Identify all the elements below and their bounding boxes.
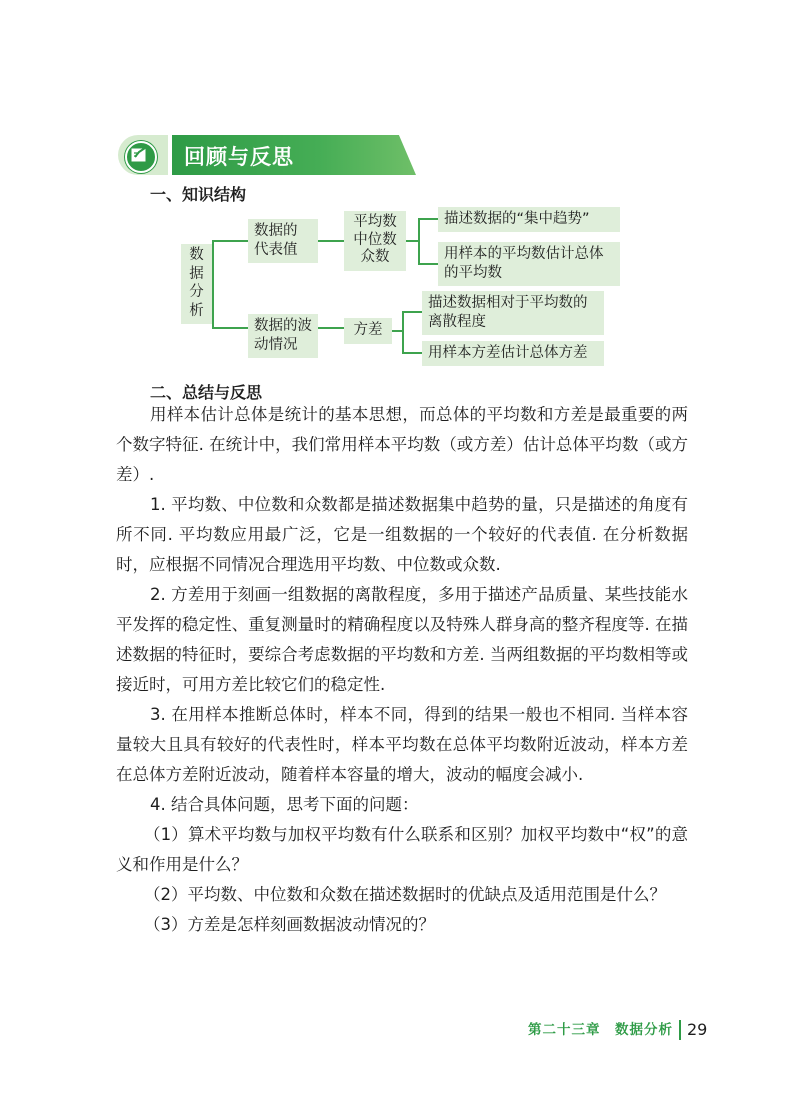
connector-pzm-desc bbox=[418, 218, 438, 220]
node-mean-median-mode: 平均数 中位数 众数 bbox=[344, 211, 406, 271]
page-number: 29 bbox=[687, 1020, 708, 1039]
question-3: （3）方差是怎样刻画数据波动情况的？ bbox=[144, 915, 435, 934]
paragraph-point-3: 3. 在用样本推断总体时，样本不同，得到的结果一般也不相同. 当样本容量较大且具有较好的代表性时，样本平均数在总体平均数附近波动，样本方差在总体方差附近波动，随着样本容量的增大，波动的幅度会减小. bbox=[116, 705, 688, 784]
chapter-label: 第二十三章 数据分析 bbox=[528, 1022, 673, 1038]
node-representative-value: 数据的 代表值 bbox=[248, 219, 318, 263]
node-data-fluctuation: 数据的波 动情况 bbox=[248, 314, 318, 358]
question-1: （1）算术平均数与加权平均数有什么联系和区别？加权平均数中“权”的意义和作用是什么？ bbox=[116, 825, 688, 874]
node-variance: 方差 bbox=[344, 318, 392, 344]
node-estimate-mean: 用样本的平均数估计总体 的平均数 bbox=[438, 242, 620, 286]
footer-divider bbox=[679, 1020, 681, 1040]
node-describe-dispersion: 描述数据相对于平均数的 离散程度 bbox=[422, 291, 604, 335]
connector-pzm-est bbox=[418, 263, 438, 265]
knowledge-diagram bbox=[0, 0, 800, 400]
node-estimate-variance: 用样本方差估计总体方差 bbox=[422, 341, 604, 366]
paragraph-point-2: 2. 方差用于刻画一组数据的离散程度，多用于描述产品质量、某些技能水平发挥的稳定性、重复测量时的精确程度以及特殊人群身高的整齐程度等. 在描述数据的特征时，要综合考虑数据的平均数和方差. 当两组数据的平均数相等或接近时，可用方差比较它们的稳定性. bbox=[116, 585, 688, 694]
connector-var-est bbox=[402, 352, 422, 354]
banner-title: 回顾与反思 bbox=[184, 145, 294, 169]
connector-var-vertical bbox=[402, 311, 404, 353]
paragraph-intro: 用样本估计总体是统计的基本思想，而总体的平均数和方差是最重要的两个数字特征. 在统计中，我们常用样本平均数（或方差）估计总体平均数（或方差）. bbox=[116, 405, 688, 484]
connector-spread-variance bbox=[318, 327, 344, 329]
connector-root-spread bbox=[212, 327, 248, 329]
section2-heading: 二、总结与反思 bbox=[150, 383, 263, 402]
paragraph-point-1: 1. 平均数、中位数和众数都是描述数据集中趋势的量，只是描述的角度有所不同. 平均数应用最广泛，它是一组数据的一个较好的代表值. 在分析数据时，应根据不同情况合理选用平均数、中位数或众数. bbox=[116, 495, 688, 574]
connector-rep-pzm bbox=[318, 240, 344, 242]
connector-root-rep bbox=[212, 240, 248, 242]
connector-pzm-stub bbox=[406, 240, 420, 242]
section1-heading: 一、知识结构 bbox=[150, 185, 247, 204]
node-data-analysis: 数 据 分 析 bbox=[181, 244, 212, 324]
connector-root-vertical bbox=[212, 240, 214, 328]
connector-var-stub bbox=[392, 330, 404, 332]
paragraph-point-4: 4. 结合具体问题，思考下面的问题： bbox=[150, 795, 419, 814]
question-2: （2）平均数、中位数和众数在描述数据时的优缺点及适用范围是什么？ bbox=[144, 885, 666, 904]
connector-var-desc bbox=[402, 311, 422, 313]
node-describe-central-tendency: 描述数据的“集中趋势” bbox=[438, 207, 620, 232]
page-footer bbox=[528, 1018, 707, 1044]
